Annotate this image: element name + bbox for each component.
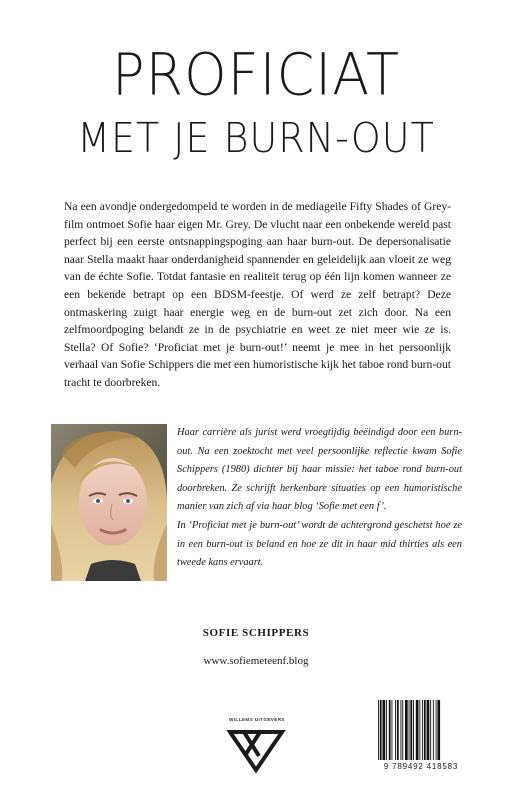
isbn-barcode <box>376 700 466 774</box>
author-photo <box>51 424 167 581</box>
author-bio <box>177 424 462 573</box>
barcode-icon <box>376 700 466 762</box>
book-title-line-1-text: PROFICIAT <box>112 40 400 109</box>
author-bio-paragraph-1: Haar carrière als jurist werd vroegtijdig beëindigd door een burn-out. Na een zoektocht met veel persoonlijke reflectie kwam Sofie Schippers (1980) dichter bij haar missie: het taboe rond burn-out doorbreken. Ze schrijft herkenbare situaties op een humoristische manier van zich af via haar blog ‘Sofie met een f’. <box>177 427 462 513</box>
book-title-line-2 <box>0 116 512 160</box>
isbn-number: 9 789492 418583 <box>383 762 459 771</box>
author-bio-paragraph-2: In ‘Proficiat met je burn-out’ wordt de achtergrond geschetst hoe ze in een burn-out is beland en hoe ze dit in haar mid thirties als een tweede kans ervaart. <box>177 519 462 569</box>
book-title-line-2-text: MET JE BURN-OUT <box>77 114 435 162</box>
book-title-line-1 <box>0 40 512 109</box>
author-website-link[interactable]: www.sofiemeteenf.blog <box>203 655 309 667</box>
triangle-w-logo-icon <box>226 726 286 774</box>
back-cover-blurb: Na een avondje ondergedompeld te worden in de mediageile Fifty Shades of Grey-film ontmoet Sofie haar eigen Mr. Grey. De vlucht naar een onbekende wereld past perfect bij een eerste ontsnappingspoging aan haar burn-out. De depersonalisatie naar Stella maakt haar onderdanigheid spannender en geleidelijk aan vloeit ze weg van de échte Sofie. Totdat fantasie en realiteit terug op één lijn komen wanneer ze een bekende betrapt op een BDSM-feestje. Of werd ze zelf betrapt? Deze ontmaskering zuigt haar energie weg en de burn-out zet zich door. Na een zelfmoordpoging belandt ze in de psychiatrie en weet ze niet meer wie ze is. Stella? Of Sofie? ‘Proficiat met je burn-out!’ neemt je mee in het persoonlijk verhaal van Sofie Schippers die met een humoristische kijk het taboe rond burn-out tracht te doorbreken. <box>64 200 451 389</box>
publisher-name: WILLEMS UITGEVERS <box>229 717 285 722</box>
author-name: SOFIE SCHIPPERS <box>202 627 310 639</box>
